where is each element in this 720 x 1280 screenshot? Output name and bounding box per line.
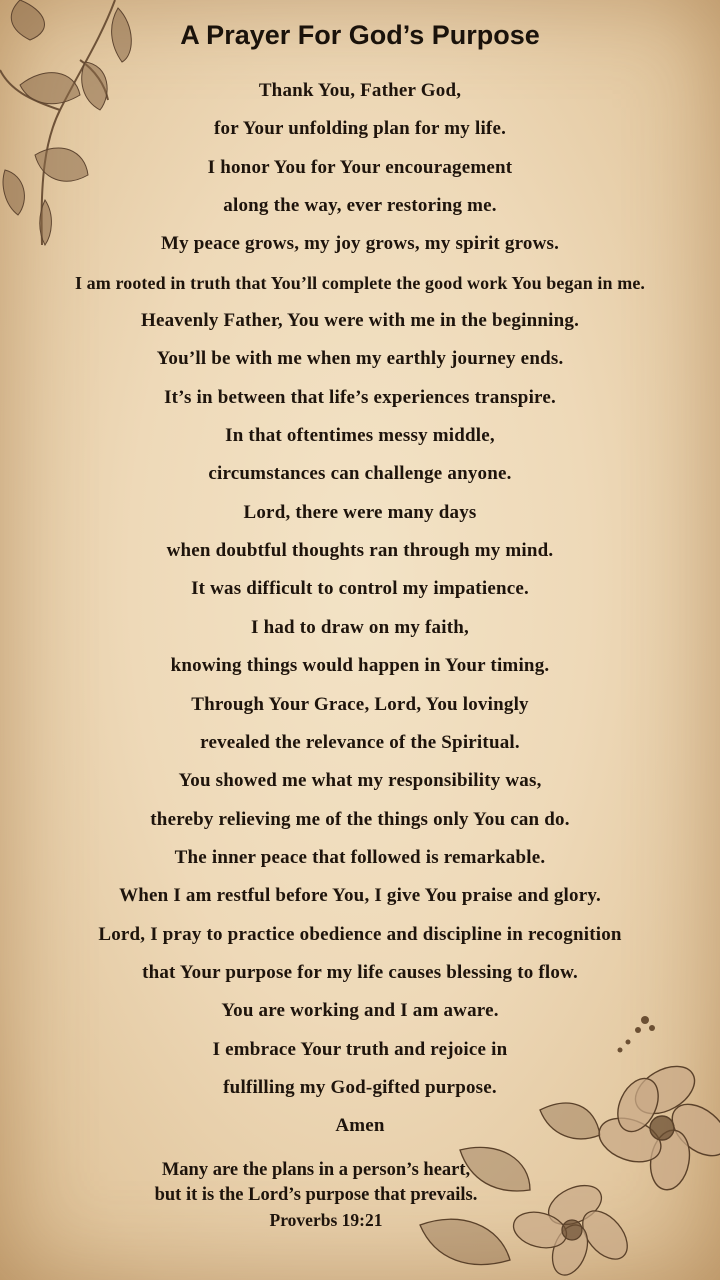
verse-line: but it is the Lord’s purpose that prevails. [154, 1185, 478, 1205]
prayer-line: I had to draw on my faith, [251, 616, 469, 638]
prayer-line: Lord, there were many days [243, 501, 477, 523]
prayer-line: It’s in between that life’s experiences transpire. [164, 386, 556, 408]
prayer-body [0, 72, 720, 1146]
prayer-line: In that oftentimes messy middle, [225, 425, 495, 447]
prayer-line: Lord, I pray to practice obedience and discipline in recognition [98, 923, 622, 945]
verse-line: Many are the plans in a person’s heart, [161, 1160, 471, 1180]
prayer-line: The inner peace that followed is remarkable. [174, 846, 546, 868]
amen-line: Amen [335, 1115, 385, 1137]
verse-reference: Proverbs 19:21 [269, 1210, 383, 1230]
prayer-line: I embrace Your truth and rejoice in [212, 1038, 508, 1060]
prayer-line: My peace grows, my joy grows, my spirit grows. [160, 233, 560, 255]
prayer-line: along the way, ever restoring me. [223, 195, 497, 217]
prayer-line: Through Your Grace, Lord, You lovingly [191, 693, 529, 715]
prayer-line: fulfilling my God-gifted purpose. [223, 1076, 497, 1098]
prayer-line: When I am restful before You, I give You praise and glory. [119, 885, 601, 907]
prayer-line: Heavenly Father, You were with me in the beginning. [140, 310, 580, 332]
prayer-line: that Your purpose for my life causes blessing to flow. [142, 961, 578, 983]
prayer-line: circumstances can challenge anyone. [208, 463, 512, 485]
prayer-line: Thank You, Father God, [258, 80, 462, 101]
prayer-line: It was difficult to control my impatience. [191, 578, 529, 600]
page-title: A Prayer For God’s Purpose [180, 20, 540, 50]
prayer-line: I am rooted in truth that You’ll complete the good work You began in me. [74, 272, 646, 293]
prayer-line: thereby relieving me of the things only You can do. [150, 808, 570, 830]
prayer-line: You’ll be with me when my earthly journey ends. [156, 348, 564, 370]
prayer-line: knowing things would happen in Your timing. [170, 655, 550, 677]
prayer-line: You showed me what my responsibility was, [178, 770, 542, 792]
prayer-line: revealed the relevance of the Spiritual. [200, 731, 520, 753]
prayer-line: I honor You for Your encouragement [207, 156, 513, 178]
scripture-verse [130, 1158, 502, 1233]
prayer-line: You are working and I am aware. [221, 1000, 499, 1022]
prayer-line: for Your unfolding plan for my life. [213, 118, 507, 140]
prayer-line: when doubtful thoughts ran through my mind. [166, 540, 554, 562]
